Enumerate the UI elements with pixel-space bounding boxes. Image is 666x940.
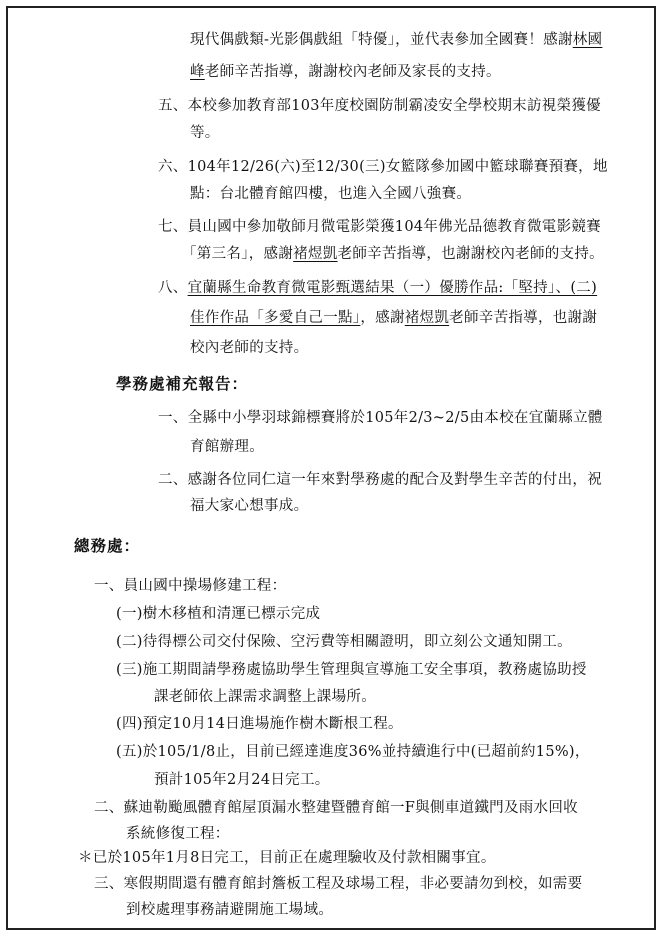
thanks-text: ，感謝 bbox=[360, 310, 405, 326]
general-affairs-item-1: 一、員山國中操場修建工程： bbox=[94, 578, 287, 594]
document-page bbox=[6, 6, 656, 930]
general-affairs-sub-1: (一)樹木移植和清運已標示完成 bbox=[116, 606, 321, 622]
thanks-text: 老師辛苦指導，也謝謝 bbox=[449, 310, 598, 326]
continuation-line-2 bbox=[190, 62, 501, 82]
teacher-name: 褚煜凱 bbox=[293, 246, 338, 262]
general-affairs-heading: 總務處： bbox=[74, 536, 141, 555]
continuation-line-1 bbox=[190, 30, 602, 50]
teacher-name: 褚煜凱 bbox=[404, 310, 450, 326]
item-5-line-2: 等。 bbox=[190, 125, 220, 141]
teacher-name: 林國 bbox=[572, 32, 603, 48]
award-text: 「第三名」，感謝 bbox=[182, 246, 294, 262]
general-affairs-sub-5-line-2: 預計105年2月24日完工。 bbox=[154, 772, 330, 788]
general-affairs-sub-3-line-2: 課老師依上課需求調整上課場所。 bbox=[154, 689, 376, 705]
item-6-line-2: 點：台北體育館四樓，也進入全國八強賽。 bbox=[190, 186, 472, 202]
general-affairs-note: ＊已於105年1月8日完工，目前正在處理驗收及付款相關事宜。 bbox=[78, 850, 496, 866]
teacher-name: 峰 bbox=[190, 64, 205, 80]
item-7-line-1: 七、員山國中參加敬師月微電影榮獲104年佛光品德教育微電影競賽 bbox=[158, 219, 601, 235]
item-8-line-3: 校內老師的支持。 bbox=[190, 340, 309, 356]
student-affairs-item-1-line-1: 一、全縣中小學羽球錦標賽將於105年2/3~2/5由本校在宜蘭縣立體 bbox=[158, 410, 603, 426]
general-affairs-item-3-line-2: 到校處理事務請避開施工場域。 bbox=[126, 902, 334, 918]
continuation-text: 現代偶戲類-光影偶戲組「特優」，並代表參加全國賽！感謝 bbox=[190, 32, 573, 48]
general-affairs-sub-5-line-1: (五)於105/1/8止，目前已經達進度36%並持續進行中(已超前約15%)， bbox=[116, 744, 590, 760]
general-affairs-item-2-line-2: 系統修復工程： bbox=[126, 826, 230, 842]
item-6-line-1: 六、104年12/26(六)至12/30(三)女籃隊參加國中籃球聯賽預賽，地 bbox=[158, 159, 608, 175]
student-affairs-item-2-line-1: 二、感謝各位同仁這一年來對學務處的配合及對學生辛苦的付出，祝 bbox=[158, 472, 602, 488]
student-affairs-item-1-line-2: 育館辦理。 bbox=[190, 439, 264, 455]
student-affairs-heading: 學務處補充報告： bbox=[116, 374, 249, 393]
continuation-text: 老師辛苦指導，謝謝校內老師及家長的支持。 bbox=[204, 64, 501, 80]
thanks-text: 老師辛苦指導，也謝謝校內老師的支持。 bbox=[337, 246, 604, 262]
item-5-line-1: 五、本校參加教育部103年度校園防制霸凌安全學校期末訪視榮獲優 bbox=[158, 98, 601, 114]
general-affairs-item-3-line-1: 三、寒假期間還有體育館封簷板工程及球場工程，非必要請勿到校，如需要 bbox=[94, 876, 583, 892]
general-affairs-sub-2: (二)待得標公司交付保險、空污費等相關證明，即立刻公文通知開工。 bbox=[116, 634, 572, 650]
work-title: 佳作作品「多愛自己一點」 bbox=[190, 310, 361, 326]
item-number: 八、 bbox=[158, 280, 188, 296]
general-affairs-sub-4: (四)預定10月14日進場施作樹木斷根工程。 bbox=[116, 716, 403, 732]
item-8-line-2 bbox=[190, 308, 597, 328]
student-affairs-item-2-line-2: 福大家心想事成。 bbox=[190, 498, 309, 514]
general-affairs-sub-3-line-1: (三)施工期間請學務處協助學生管理與宣導施工安全事項，教務處協助授 bbox=[116, 662, 587, 678]
result-text: 宜蘭縣生命教育微電影甄選結果（一）優勝作品:「堅持」、(二) bbox=[187, 280, 598, 296]
item-7-line-2 bbox=[182, 244, 604, 264]
general-affairs-item-2-line-1: 二、蘇迪勒颱風體育館屋頂漏水整建暨體育館一F與側車道鐵門及雨水回收 bbox=[94, 800, 578, 816]
item-8-line-1 bbox=[158, 278, 597, 298]
